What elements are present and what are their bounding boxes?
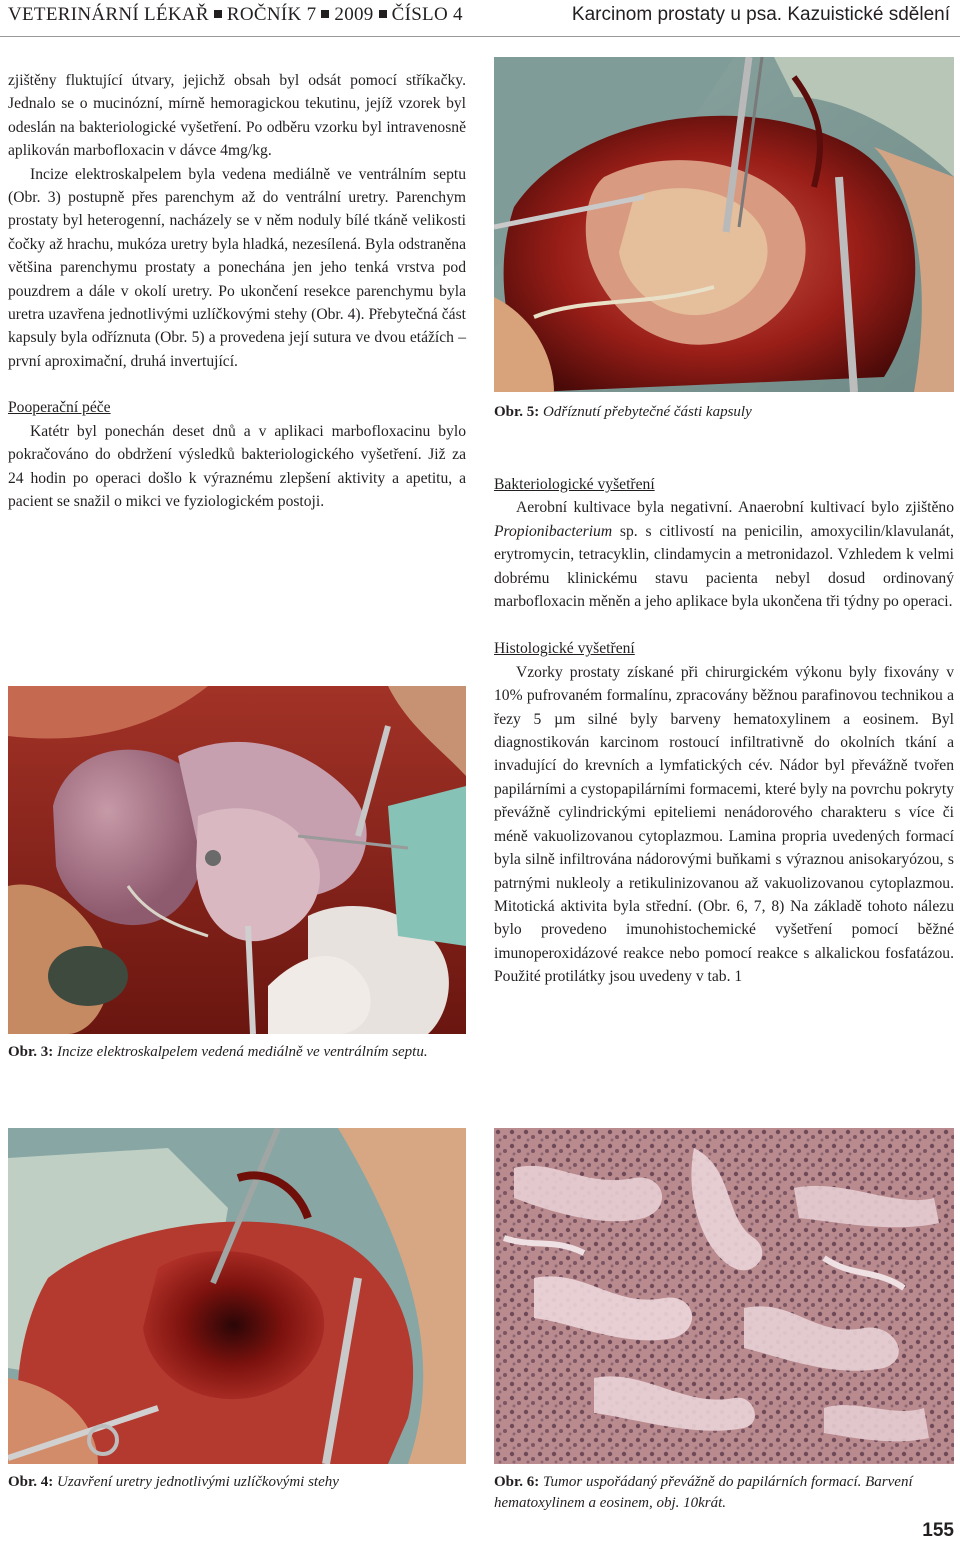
figure-label: Obr. 4: xyxy=(8,1474,54,1490)
section-heading-bacteriology: Bakteriologické vyšetření xyxy=(494,476,655,493)
right-column-text xyxy=(494,473,954,989)
journal-masthead xyxy=(8,4,463,26)
paragraph: Incize elektroskalpelem byla vedena mediálně ve ventrálním septu (Obr. 3) postupně přes parenchym až do ventrální uretry. Parenchym prostaty byl heterogenní, nacházely se v něm noduly bílé tkáně velikosti čočky až hrachu, mukóza uretry byla hladká, nezesílená. Byla odstraněna většina parenchymu prostaty a ponechána jen jeho tenká vrstva pod pouzdrem a dále v okolí uretry. Po ukončení resekce parenchymu byla uretra uzavřena jednotlivými uzlíčkovými stehy (Obr. 4). Přebytečná část kapsuly byla odříznuta (Obr. 5) a provedena její sutura ve dvou etážích – první aproximační, druhá invertující. xyxy=(8,165,466,370)
figure-4-caption xyxy=(8,1472,466,1493)
square-separator-icon xyxy=(321,10,329,18)
figure-3-caption xyxy=(8,1042,466,1063)
paragraph: Katétr byl ponechán deset dnů a v aplikaci marbofloxacinu bylo pokračováno do obdržení výsledků bakteriologického vyšetření. Již za 24 hodin po operaci došlo k výraznému zlepšení aktivity a apetitu, a pacient se snažil o mikci ve fyziologickém postoji. xyxy=(8,422,466,510)
text-run: Aerobní kultivace byla negativní. Anaerobní kultivací bylo zjištěno xyxy=(516,499,954,517)
journal-name: VETERINÁRNÍ LÉKAŘ xyxy=(8,4,209,25)
page-number: 155 xyxy=(922,1520,954,1541)
text-run: sp. s citlivostí na penicilin, amoxycilin/klavulanát, erytromycin, tetracyklin, clindamycin a metronidazol. Vzhledem k velmi dobrému klinickému stavu pacienta nebyl dosud ordinovaný marbofloxacin měněn a jeho aplikace byla ukončena tři týdny po operaci. xyxy=(494,522,954,611)
organism-name: Propionibacterium xyxy=(494,522,613,540)
paragraph: Vzorky prostaty získané při chirurgickém výkonu byly fixovány v 10% pufrovaném formalínu, zpracovány běžnou parafinovou technikou a řezy 5 µm silné byly barveny hematoxylinem a eosinem. Byl diagnostikován karcinom rostoucí infiltrativně do okolních tkání a invadující do krevních a lymfatických cév. Nádor byl převážně tvořen papilárními a cystopapilárními formacemi, které byly na povrchu pokryty převážně cylindrickými epiteliemi nenádorového charakteru s více či méně vakuolizovanou cytoplazmou. Lamina propria uvedených formací byla silně infiltrována nádorovými buňkami s výraznou anisokaryózou, s patrnými nukleoly a retikulinizovanou až vakuolizovanou cytoplazmou. Mitotická aktivita byla střední. (Obr. 6, 7, 8) Na základě tohoto nálezu bylo provedeno imunohistochemické vyšetření pomocí běžné imunoperoxidázové reakce nebo pomocí reakce s alkalickou fosfatázou. Použité protilátky jsou uvedeny v tab. 1 xyxy=(494,663,954,986)
figure-4-photo xyxy=(8,1128,466,1464)
figure-label: Obr. 3: xyxy=(8,1044,54,1060)
square-separator-icon xyxy=(379,10,387,18)
article-running-title: Karcinom prostaty u psa. Kazuistické sdělení xyxy=(571,4,950,25)
issue: ČÍSLO 4 xyxy=(391,4,463,25)
year: 2009 xyxy=(334,4,374,25)
figure-caption-text: Tumor uspořádaný převážně do papilárních formací. Barvení hematoxylinem a eosinem, obj. 10krát. xyxy=(494,1474,913,1511)
figure-3-photo xyxy=(8,686,466,1034)
figure-6-photo xyxy=(494,1128,954,1464)
figure-label: Obr. 5: xyxy=(494,404,540,420)
paragraph xyxy=(494,496,954,613)
figure-5-photo xyxy=(494,57,954,392)
volume: ROČNÍK 7 xyxy=(226,4,317,25)
figure-5-caption xyxy=(494,402,954,423)
section-heading-histology: Histologické vyšetření xyxy=(494,640,635,658)
page-header xyxy=(0,0,960,37)
figure-caption-text: Uzavření uretry jednotlivými uzlíčkovými stehy xyxy=(57,1474,339,1490)
figure-label: Obr. 6: xyxy=(494,1474,540,1490)
figure-6-caption xyxy=(494,1472,954,1514)
left-column-text xyxy=(8,69,466,513)
paragraph: zjištěny fluktující útvary, jejichž obsah byl odsát pomocí stříkačky. Jednalo se o mucinózní, mírně hemoragickou tekutinu, jejíž vzorek byl odeslán na bakteriologické vyšetření. Po odběru vzorku byl intravenosně aplikován marbofloxacin v dávce 4mg/kg. xyxy=(8,72,466,160)
square-separator-icon xyxy=(214,10,222,18)
figure-caption-text: Incize elektroskalpelem vedená mediálně ve ventrálním septu. xyxy=(57,1044,428,1060)
figure-caption-text: Odříznutí přebytečné části kapsuly xyxy=(543,404,752,420)
section-heading-postop: Pooperační péče xyxy=(8,399,111,417)
